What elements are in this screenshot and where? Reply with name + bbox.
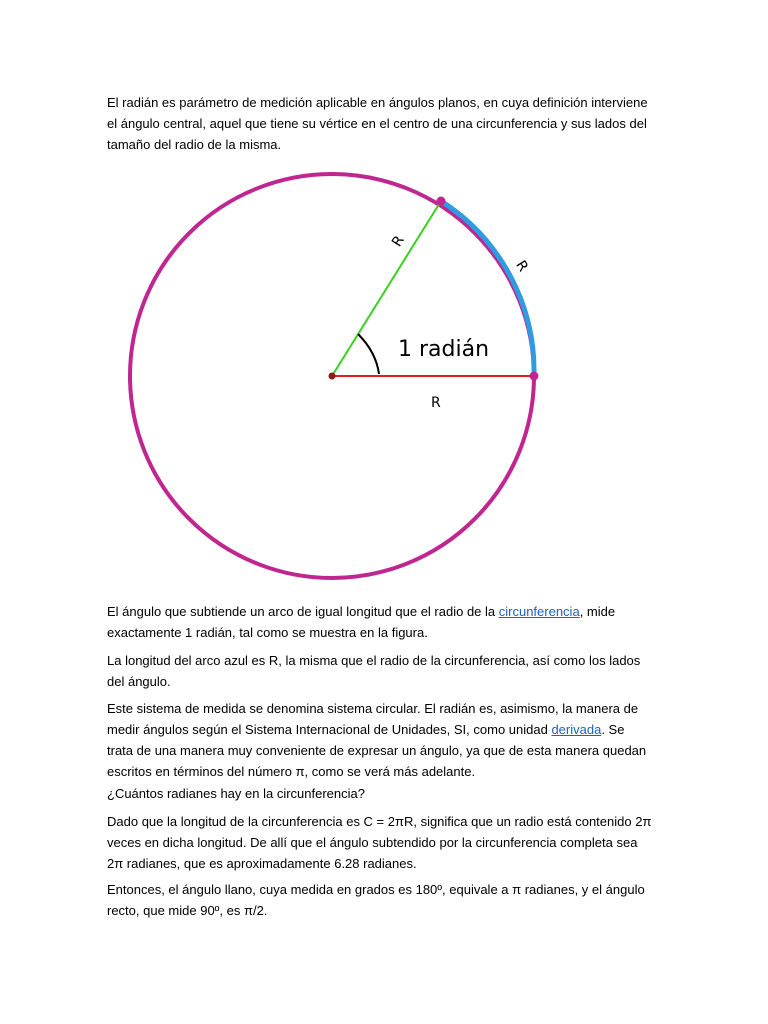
arc-top-point xyxy=(437,197,446,206)
circunferencia-link[interactable]: circunferencia xyxy=(498,604,580,619)
measurement-system-paragraph xyxy=(107,698,652,782)
radius-base-label: R xyxy=(431,395,441,411)
text-span: , mide exactamente 1 radián, tal como se muestra en la figura. xyxy=(107,604,616,640)
intro-paragraph: El radián es parámetro de medición aplicable en ángulos planos, en cuya definición interviene el ángulo central, aquel que tiene su vértice en el centro de una circunferencia y sus lados del tamaño del radio de la misma. xyxy=(107,95,648,152)
arc-definition-paragraph xyxy=(107,601,652,643)
circumference-explanation-paragraph: Dado que la longitud de la circunferencia es C = 2πR, significa que un radio está contenido 2π veces en dicha longitud. De allí que el ángulo subtendido por la circunferencia completa sea 2π radianes, que es aproximadamente 6.28 radianes. xyxy=(107,814,652,871)
arc-bottom-point xyxy=(530,372,539,381)
text-span: Este sistema de medida se denomina sistema circular. El radián es, asimismo, la manera de medir ángulos según el Sistema Internacional de Unidades, SI, como unidad xyxy=(107,701,639,737)
angle-marker xyxy=(358,334,379,374)
text-span: El ángulo que subtiende un arco de igual longitud que el radio de la xyxy=(107,604,499,619)
question-heading: ¿Cuántos radianes hay en la circunferencia? xyxy=(107,786,365,801)
radius-side-label: R xyxy=(389,233,408,250)
derivada-link[interactable]: derivada xyxy=(551,722,602,737)
arc-length-paragraph: La longitud del arco azul es R, la misma que el radio de la circunferencia, así como los lados del ángulo. xyxy=(107,653,641,689)
straight-right-angle-paragraph: Entonces, el ángulo llano, cuya medida en grados es 180º, equivale a π radianes, y el ángulo recto, que mide 90º, es π/2. xyxy=(107,882,645,918)
arc-label: R xyxy=(512,257,531,275)
text-span: . Se trata de una manera muy conveniente de expresar un ángulo, ya que de esta manera quedan escritos en términos del número π, como se verá más adelante. xyxy=(107,722,647,779)
center-point xyxy=(329,373,336,380)
angle-label: 1 radián xyxy=(398,337,490,362)
